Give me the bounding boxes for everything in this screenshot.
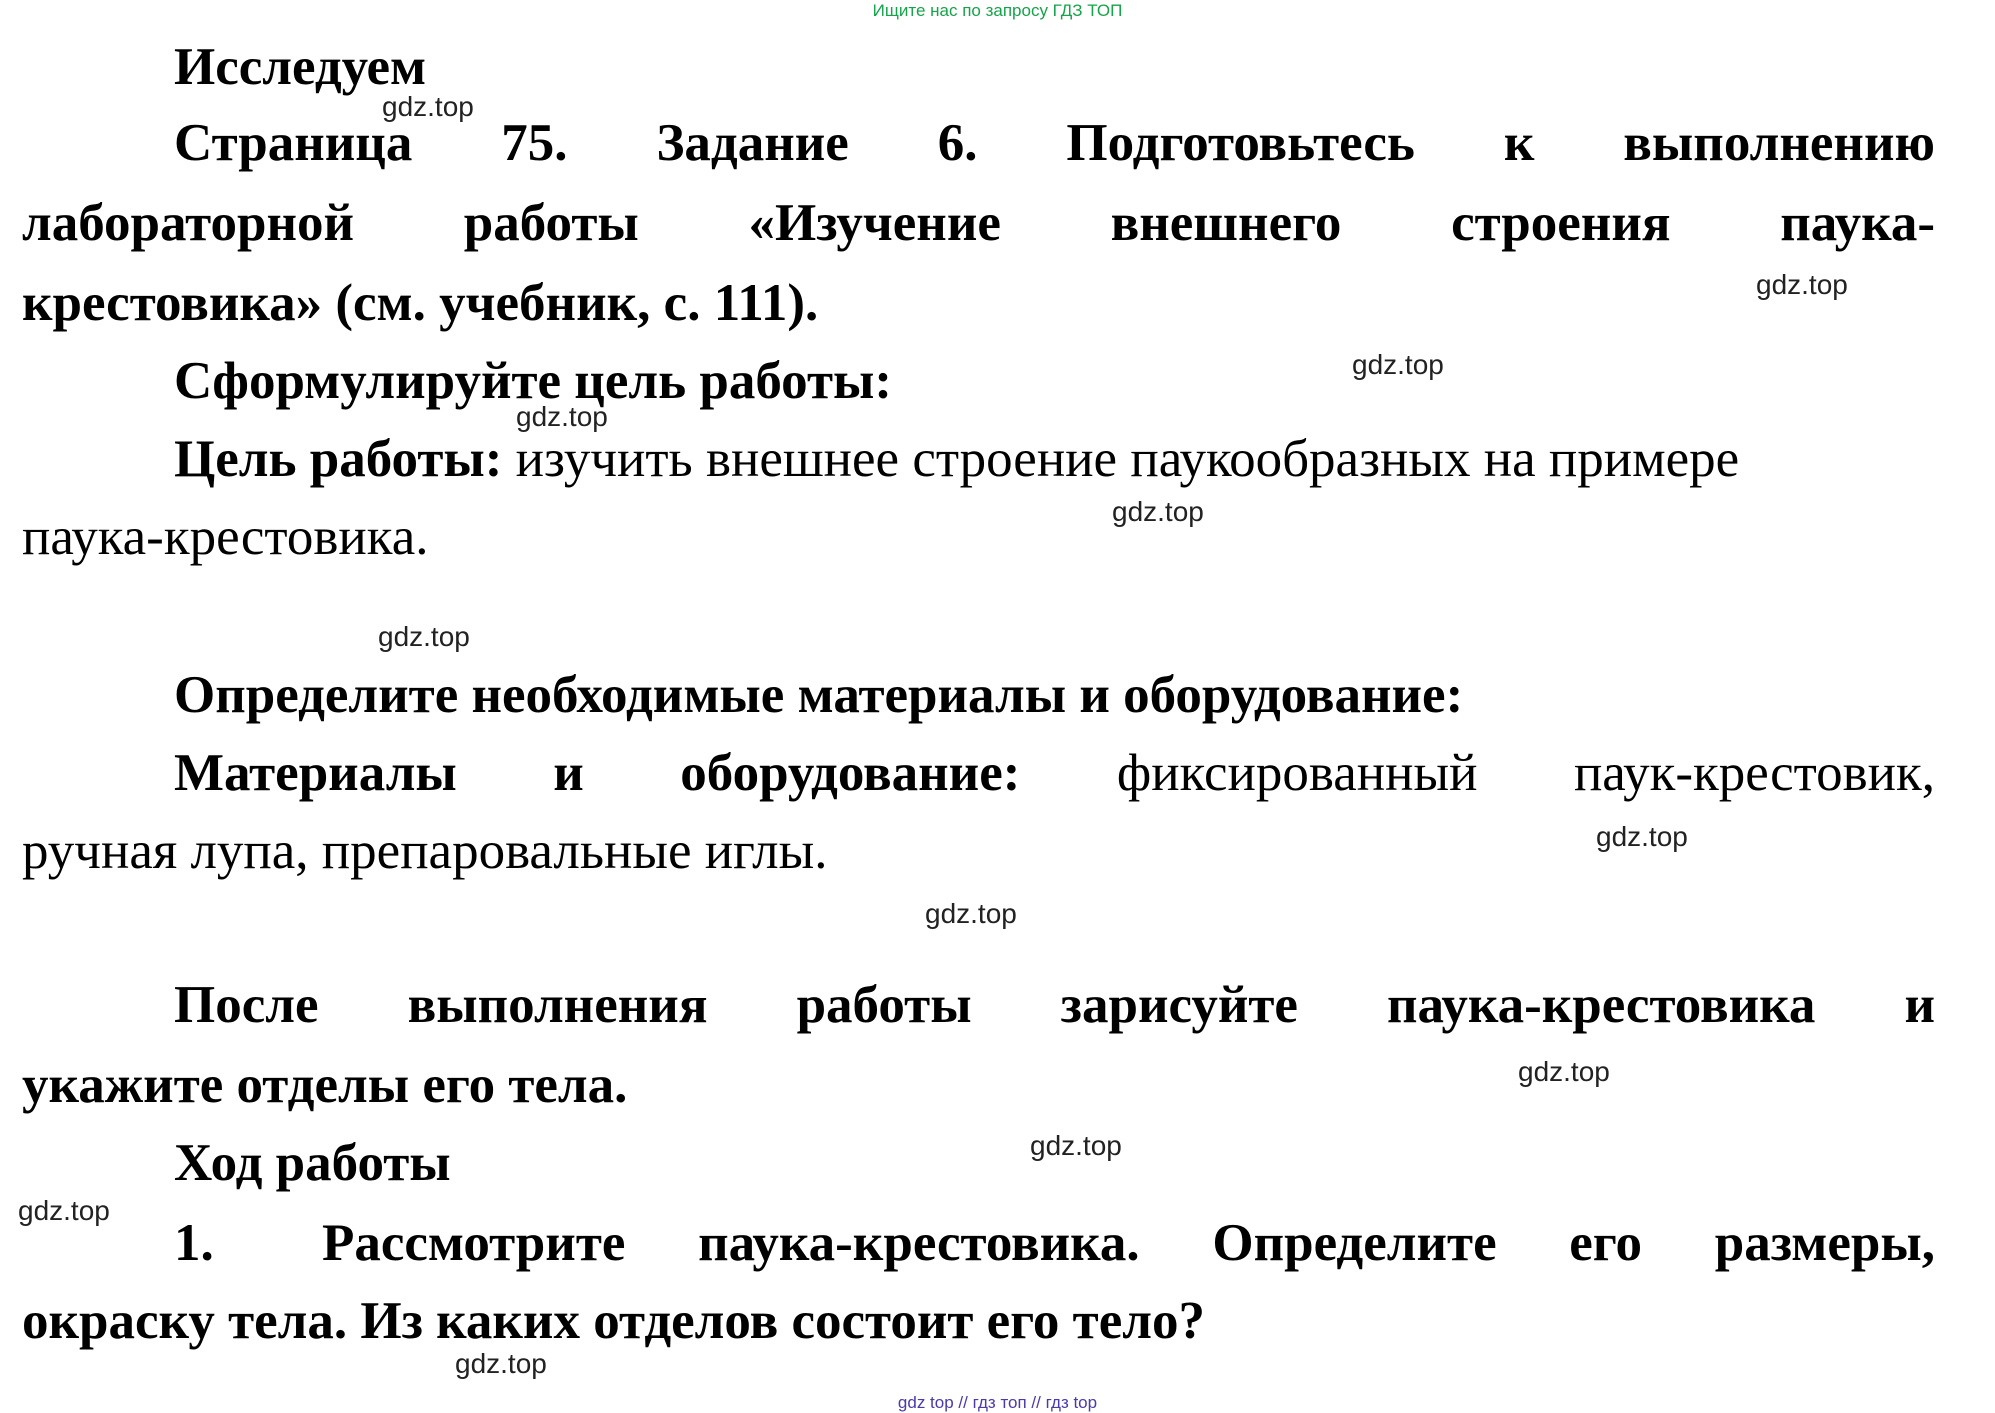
materials-line-2: ручная лупа, препаровальные иглы. — [22, 822, 828, 880]
watermark: gdz.top — [1596, 821, 1688, 852]
task-line-2: лабораторной работы «Изучение внешнего строения паука- — [22, 194, 1935, 252]
watermark: gdz.top — [1030, 1130, 1122, 1161]
draw-task-line-2: укажите отделы его тела. — [22, 1056, 628, 1114]
watermark: gdz.top — [516, 401, 608, 432]
watermark: gdz.top — [1352, 349, 1444, 380]
watermark: gdz.top — [378, 621, 470, 652]
goal-prompt: Сформулируйте цель работы: — [174, 352, 893, 410]
header-note: Ищите нас по запросу ГДЗ ТОП — [872, 1, 1123, 20]
goal-label: Цель работы: — [174, 430, 503, 488]
watermark: gdz.top — [1756, 269, 1848, 300]
draw-task-line-1: После выполнения работы зарисуйте паука-крестовика и — [174, 976, 1935, 1034]
watermark: gdz.top — [1518, 1056, 1610, 1087]
task-line-1: Страница 75. Задание 6. Подготовьтесь к выполнению — [174, 114, 1935, 172]
task-line-3: крестовика» (см. учебник, с. 111). — [22, 274, 819, 332]
section-title: Исследуем — [174, 38, 427, 96]
materials-prompt: Определите необходимые материалы и оборудование: — [174, 666, 1464, 724]
step-1-number: 1. — [174, 1214, 214, 1272]
watermark: gdz.top — [925, 898, 1017, 929]
goal-line-1 — [174, 428, 1935, 490]
watermark: gdz.top — [455, 1348, 547, 1379]
materials-text-1: фиксированный паук-крестовик, — [1116, 744, 1936, 802]
materials-label: Материалы и оборудование: — [174, 744, 1021, 802]
step-1-line-2: окраску тела. Из каких отделов состоит его тело? — [22, 1292, 1205, 1350]
watermark: gdz.top — [1112, 496, 1204, 527]
footer-note: gdz top // гдз топ // гдз top — [897, 1393, 1098, 1412]
materials-line-1 — [174, 742, 1935, 804]
procedure-title: Ход работы — [174, 1134, 451, 1192]
goal-line-2: паука-крестовика. — [22, 508, 429, 566]
goal-text-1: изучить внешнее строение паукообразных на примере — [502, 430, 1740, 488]
watermark: gdz.top — [382, 91, 474, 122]
step-1-line-1: Рассмотрите паука-крестовика. Определите его размеры, — [322, 1214, 1935, 1272]
watermark: gdz.top — [18, 1195, 110, 1226]
